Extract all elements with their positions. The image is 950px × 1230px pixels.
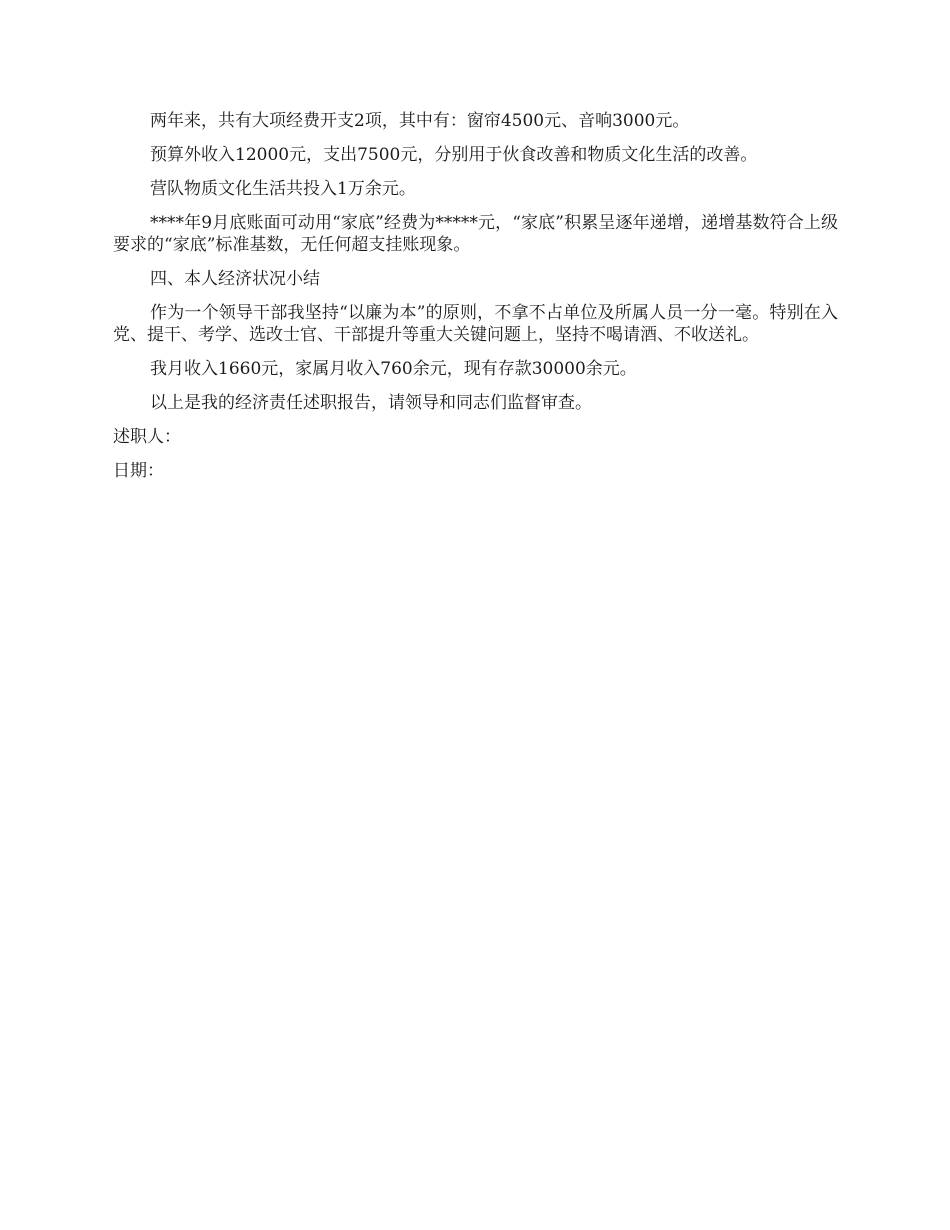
date-label: 日期： (113, 461, 164, 481)
paragraph-major-expenses: 两年来，共有大项经费开支2项，其中有：窗帘4500元、音响3000元。 (150, 111, 690, 131)
document-page (113, 110, 838, 494)
paragraph-income: 我月收入1660元，家属月收入760余元，现有存款30000余元。 (150, 359, 637, 379)
paragraph-extra-budget: 预算外收入12000元，支出7500元，分别用于伙食改善和物质文化生活的改善。 (150, 145, 758, 165)
paragraph-account-balance: ****年9月底账面可动用“家底”经费为*****元，“家底”积累呈逐年递增，递增基数符合上级要求的“家底”标准基数，无任何超支挂账现象。 (113, 213, 838, 255)
section-heading: 四、本人经济状况小结 (150, 269, 320, 289)
reporter-label: 述职人： (113, 427, 181, 447)
paragraph-closing: 以上是我的经济责任述职报告，请领导和同志们监督审查。 (150, 393, 592, 413)
paragraph-integrity: 作为一个领导干部我坚持“以廉为本”的原则，不拿不占单位及所属人员一分一毫。特别在入党、提干、考学、选改士官、干部提升等重大关键问题上，坚持不喝请酒、不收送礼。 (113, 303, 838, 345)
paragraph-culture-investment: 营队物质文化生活共投入1万余元。 (150, 179, 416, 199)
